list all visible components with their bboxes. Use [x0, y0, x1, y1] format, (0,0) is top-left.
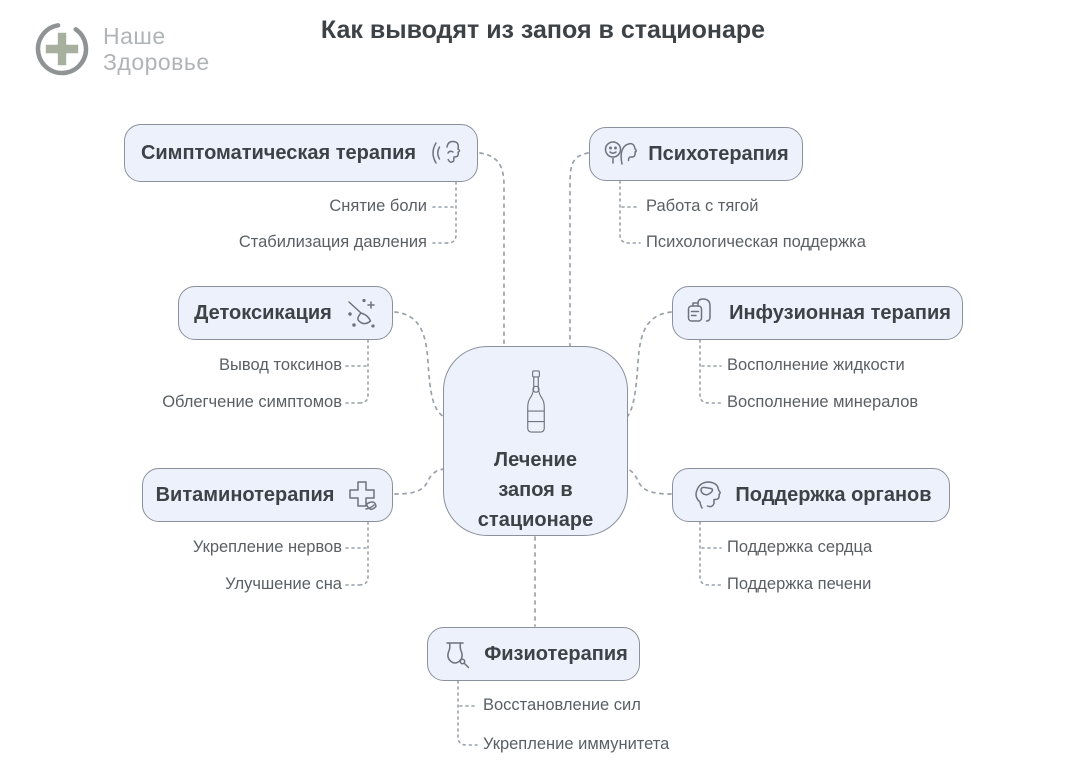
sub-item: Улучшение сна: [225, 575, 342, 593]
sub-item: Облегчение симптомов: [162, 393, 342, 411]
sub-item: Укрепление иммунитета: [483, 735, 670, 753]
center-label: Лечение запоя в стационаре: [477, 449, 594, 531]
cross-leaf-icon: [345, 478, 379, 512]
branch-vitamin-therapy: [142, 468, 393, 522]
branch-infusion-therapy: [672, 286, 963, 340]
sub-item: Вывод токсинов: [219, 356, 342, 374]
bottle-icon: [519, 369, 553, 435]
sub-item: Работа с тягой: [646, 197, 759, 215]
sub-item: Восполнение жидкости: [727, 356, 905, 374]
cupping-jar-icon: [439, 637, 473, 671]
sub-item: Стабилизация давления: [238, 233, 427, 251]
branch-organ-support: [672, 468, 950, 522]
smiley-head-icon: [603, 137, 637, 171]
branch-detox: [178, 286, 393, 340]
sub-item: Восстановление сил: [483, 696, 641, 714]
pain-waves-head-icon: [427, 136, 461, 170]
organ-head-icon: [690, 478, 724, 512]
sub-item: Поддержка сердца: [727, 538, 873, 556]
branch-label: Симптоматическая терапия: [140, 141, 417, 164]
page-title: Как выводят из запоя в стационаре: [320, 16, 766, 44]
logo-line1: Наше: [103, 23, 166, 50]
branch-label: Витаминотерапия: [155, 483, 335, 506]
branch-symptomatic-therapy: [124, 124, 478, 182]
sub-item: Поддержка печени: [727, 575, 872, 593]
branch-psychotherapy: [589, 127, 803, 181]
branch-label: Инфузионная терапия: [729, 301, 951, 324]
broom-sparkles-icon: [343, 296, 377, 330]
branch-label: Поддержка органов: [735, 483, 932, 506]
sub-item: Восполнение минералов: [727, 393, 919, 411]
sub-item: Психологическая поддержка: [646, 233, 866, 251]
sub-item: Снятие боли: [329, 197, 427, 215]
iv-drip-icon: [684, 296, 718, 330]
logo-line2: Здоровье: [103, 49, 210, 75]
sub-item: Укрепление нервов: [192, 538, 342, 556]
center-node: [443, 346, 628, 536]
branch-label: Психотерапия: [648, 142, 789, 165]
branch-label: Детоксикация: [194, 301, 332, 324]
branch-physiotherapy: [427, 627, 640, 681]
branch-label: Физиотерапия: [484, 642, 628, 665]
